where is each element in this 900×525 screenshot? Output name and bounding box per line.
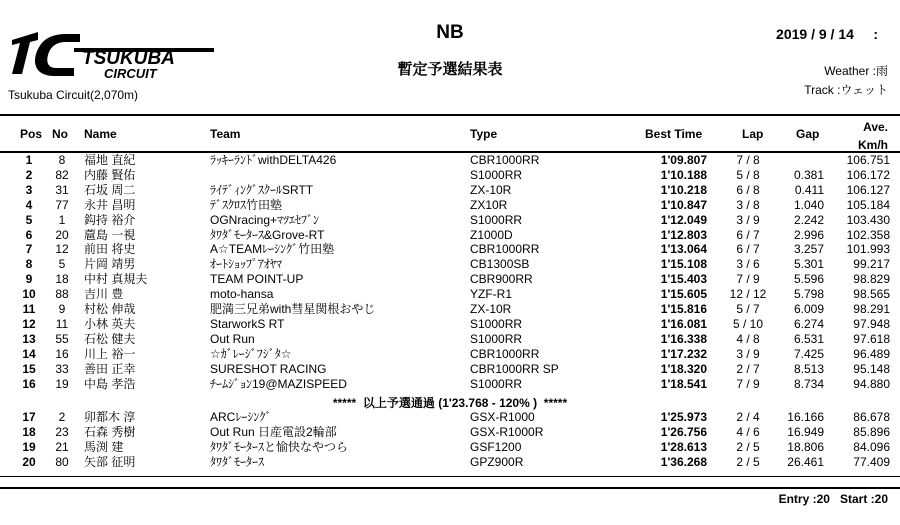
cell-type: ZX-10R [470,182,512,197]
cell-team: ﾗｯｷｰﾗﾝﾄﾞwithDELTA426 [210,153,337,167]
cell-pos: 14 [22,346,36,361]
col-header-no: No [52,127,68,141]
col-header-ave-line1: Ave. [863,120,888,134]
cell-best: 1'15.403 [660,272,707,287]
cell-team: Out Run [210,331,255,346]
cell-gap: 26.461 [787,455,824,469]
result-row [0,410,900,425]
cell-gap: 5.798 [793,287,824,302]
cell-best: 1'15.816 [660,302,707,316]
cell-best: 1'13.064 [660,242,707,257]
cell-ave: 84.096 [853,440,890,454]
svg-text:TSUKUBA: TSUKUBA [82,48,175,69]
cell-pos: 20 [22,455,36,469]
weather-label: Weather :雨 [824,64,888,78]
cell-no: 18 [55,272,69,287]
cell-best: 1'15.108 [660,257,707,272]
cell-name: 中島 孝浩 [84,376,136,391]
cell-team: Out Run 日産電設2輪部 [210,425,337,439]
cell-best: 1'18.320 [660,361,707,376]
cell-name: 中村 真規夫 [84,272,148,287]
cell-ave: 106.127 [846,182,890,197]
cell-ave: 95.148 [853,361,890,376]
col-header-name: Name [84,127,117,141]
cell-gap: 8.513 [793,361,824,376]
cell-name: 村松 伸哉 [84,302,136,316]
result-row [0,440,900,455]
footer-rule [0,487,900,489]
cell-pos: 18 [22,425,36,439]
cell-name: 石松 健夫 [84,331,136,346]
cell-type: CBR1000RR [470,153,540,167]
cell-lap: 2 / 7 [736,361,760,376]
cell-type: GPZ900R [470,455,524,469]
cell-team: StarworkS RT [210,316,285,331]
cell-lap: 5 / 8 [736,167,760,182]
cell-no: 19 [55,376,69,391]
cell-gap: 6.274 [793,316,824,331]
cell-type: GSX-R1000R [470,425,544,439]
cell-lap: 5 / 7 [736,302,760,316]
cell-pos: 13 [22,331,36,346]
cell-gap: 7.425 [793,346,824,361]
cell-name: 矢部 征明 [84,455,136,469]
cell-no: 11 [55,316,69,331]
cell-best: 1'28.613 [660,440,707,454]
cell-ave: 98.291 [853,302,890,316]
result-row [0,455,900,470]
cell-team: ﾗｲﾃﾞｨﾝｸﾞｽｸｰﾙSRTT [210,182,314,197]
table-bottom-rule [0,476,900,477]
cell-name: 小林 英夫 [84,316,136,331]
result-row [0,317,900,332]
cell-best: 1'10.218 [660,182,707,197]
svg-text:CIRCUIT: CIRCUIT [104,66,157,81]
cell-best: 1'12.803 [660,227,707,242]
cell-gap: 0.381 [793,167,824,182]
cell-no: 2 [58,410,66,424]
cell-ave: 96.489 [853,346,890,361]
cell-no: 9 [58,302,66,316]
cell-name: 卯都木 淳 [84,410,136,424]
cell-team: ☆ｶﾞﾚｰｼﾞﾌｼﾞﾀ☆ [210,346,292,361]
cell-best: 1'15.605 [660,287,707,302]
cell-ave: 94.880 [853,376,890,391]
cell-best: 1'10.847 [660,197,707,212]
cell-no: 5 [58,257,66,272]
entry-start-summary [779,492,888,506]
cell-team: ﾁｰﾑｼﾞｮﾝ19@MAZISPEED [210,376,347,391]
cell-lap: 3 / 8 [736,197,760,212]
cell-ave: 77.409 [853,455,890,469]
cell-gap: 16.949 [787,425,824,439]
cell-type: YZF-R1 [470,287,512,302]
venue-label: Tsukuba Circuit(2,070m) [8,88,139,102]
col-header-lap: Lap [742,127,764,141]
cell-name: 吉川 豊 [84,287,124,302]
result-row [0,362,900,377]
cell-pos: 12 [22,316,36,331]
cell-team: ﾃﾞｽｸﾛｽ竹田塾 [210,197,283,212]
cell-gap: 6.531 [793,331,824,346]
cell-name: 片岡 靖男 [84,257,136,272]
cell-pos: 3 [25,182,33,197]
cell-lap: 7 / 9 [736,272,760,287]
cell-lap: 3 / 9 [736,346,760,361]
cell-team: SURESHOT RACING [210,361,327,376]
cell-lap: 2 / 4 [736,410,760,424]
cell-pos: 1 [25,153,33,167]
cell-best: 1'17.232 [660,346,707,361]
cell-ave: 106.172 [846,167,890,182]
cell-pos: 19 [22,440,36,454]
cell-pos: 5 [25,212,33,227]
cell-no: 33 [55,361,69,376]
col-header-gap: Gap [796,127,820,141]
cell-no: 20 [55,227,69,242]
cell-ave: 99.217 [853,257,890,272]
cell-gap: 6.009 [793,302,824,316]
cell-team: ｵｰﾄｼｮｯﾌﾟｱｵﾔﾏ [210,257,283,272]
col-header-best-time: Best Time [645,127,703,141]
cell-ave: 103.430 [846,212,890,227]
cell-name: 鈎持 裕介 [84,212,136,227]
cell-name: 内藤 賢佑 [84,167,136,182]
cell-best: 1'10.188 [660,167,707,182]
cell-lap: 6 / 8 [736,182,760,197]
cell-type: ZX-10R [470,302,512,316]
cell-gap: 16.166 [787,410,824,424]
cell-type: S1000RR [470,212,523,227]
result-row [0,213,900,228]
cell-no: 80 [55,455,69,469]
cell-best: 1'16.338 [660,331,707,346]
result-row [0,242,900,257]
col-header-ave-line2: Km/h [858,138,888,152]
cell-ave: 97.948 [853,316,890,331]
cell-pos: 2 [25,167,33,182]
cell-no: 55 [55,331,69,346]
cell-lap: 3 / 9 [736,212,760,227]
cell-gap: 18.806 [787,440,824,454]
cell-ave: 85.896 [853,425,890,439]
cell-best: 1'18.541 [660,376,707,391]
cell-lap: 6 / 7 [736,227,760,242]
cell-name: 石坂 周二 [84,182,136,197]
entry-count: Entry :20 [778,492,830,506]
cell-pos: 10 [22,287,36,302]
cell-lap: 7 / 9 [736,376,760,391]
cell-team: A☆TEAMﾚｰｼﾝｸﾞ竹田塾 [210,242,335,257]
cell-type: S1000RR [470,331,523,346]
result-row [0,153,900,168]
cell-team: ARCﾚｰｼﾝｸﾞ [210,410,272,424]
cell-pos: 8 [25,257,33,272]
result-row [0,347,900,362]
cell-name: 石森 秀樹 [84,425,136,439]
cell-pos: 7 [25,242,33,257]
cell-type: CBR900RR [470,272,533,287]
cell-ave: 98.829 [853,272,890,287]
cell-lap: 12 / 12 [729,287,767,302]
cell-team: TEAM POINT-UP [210,272,304,287]
cell-best: 1'12.049 [660,212,707,227]
cell-name: 川上 裕一 [84,346,136,361]
cell-type: GSX-R1000 [470,410,535,424]
result-row [0,257,900,272]
cell-lap: 6 / 7 [736,242,760,257]
cell-no: 77 [55,197,69,212]
result-row [0,302,900,317]
cell-ave: 102.358 [846,227,890,242]
result-row [0,425,900,440]
table-top-rule [0,114,900,116]
cell-name: 蔰島 一視 [84,227,136,242]
start-count: Start :20 [839,492,888,506]
cell-name: 馬渕 建 [84,440,124,454]
cell-best: 1'25.973 [660,410,707,424]
cell-best: 1'26.756 [660,425,707,439]
cell-ave: 97.618 [853,331,890,346]
cell-gap: 2.242 [793,212,824,227]
cell-best: 1'09.807 [660,153,707,167]
cell-gap: 0.411 [794,182,824,197]
cell-pos: 9 [25,272,33,287]
result-row [0,183,900,198]
cell-team: ﾀﾜﾀﾞﾓｰﾀｰｽ [210,455,265,469]
cell-ave: 98.565 [853,287,890,302]
cell-lap: 4 / 6 [736,425,760,439]
col-header-team: Team [210,127,241,141]
cell-no: 1 [58,212,66,227]
cell-name: 福地 直紀 [84,153,136,167]
cell-gap: 5.301 [793,257,824,272]
cell-no: 82 [55,167,69,182]
document-title: 暫定予選結果表 [397,61,503,78]
cell-lap: 7 / 8 [736,153,760,167]
cell-team: ﾀﾜﾀﾞﾓｰﾀｰｽ&Grove-RT [210,227,325,242]
track-condition-label: Track :ウェット [804,83,888,97]
col-header-pos: Pos [20,127,43,141]
cell-gap: 1.040 [793,197,824,212]
result-row [0,287,900,302]
cell-pos: 4 [25,197,33,212]
cell-type: Z1000D [470,227,513,242]
cell-lap: 3 / 6 [736,257,760,272]
cell-team: 肥満三兄弟with彗星関根おやじ [210,302,376,316]
cell-no: 23 [55,425,69,439]
cell-type: CBR1000RR [470,242,540,257]
cell-type: CB1300SB [470,257,530,272]
cell-team: ﾀﾜﾀﾞﾓｰﾀｰｽと愉快なやつら [210,440,349,454]
cell-type: CBR1000RR [470,346,540,361]
cell-lap: 2 / 5 [736,455,760,469]
cell-type: S1000RR [470,376,523,391]
cell-name: 永井 昌明 [84,197,136,212]
col-header-ave-speed [858,118,888,154]
cell-type: CBR1000RR SP [470,361,559,376]
cell-team: OGNracing+ﾏﾂｴｾﾌﾞﾝ [210,212,320,227]
cell-no: 16 [55,346,69,361]
cell-best: 1'16.081 [660,316,707,331]
cell-gap: 2.996 [793,227,824,242]
result-row [0,198,900,213]
cell-pos: 11 [22,302,36,316]
cell-ave: 106.751 [846,153,890,167]
cell-no: 12 [55,242,69,257]
cell-no: 31 [55,182,69,197]
cell-gap: 3.257 [793,242,824,257]
cell-name: 善田 正幸 [84,361,136,376]
result-row [0,272,900,287]
cell-pos: 17 [22,410,36,424]
cell-pos: 6 [25,227,33,242]
cell-lap: 2 / 5 [736,440,760,454]
cell-no: 88 [55,287,69,302]
date-label: 2019 / 9 / 14 : [776,26,878,42]
class-title: NB [436,22,464,43]
result-row [0,228,900,243]
cell-gap: 5.596 [793,272,824,287]
cell-no: 8 [58,153,66,167]
cell-type: S1000RR [470,167,523,182]
cell-ave: 101.993 [846,242,890,257]
cell-gap: 8.734 [793,376,824,391]
cell-team: moto-hansa [210,287,274,302]
cell-ave: 86.678 [853,410,890,424]
col-header-type: Type [470,127,498,141]
cell-type: ZX10R [470,197,508,212]
cell-lap: 4 / 8 [736,331,760,346]
cell-lap: 5 / 10 [732,316,764,331]
result-row [0,168,900,183]
result-row [0,332,900,347]
result-row [0,377,900,392]
cell-name: 前田 将史 [84,242,136,257]
cell-ave: 105.184 [846,197,890,212]
cell-type: S1000RR [470,316,523,331]
cell-no: 21 [55,440,69,454]
qualifying-cutoff-line: ***** 以上予選通過 (1'23.768 - 120% ) ***** [332,396,568,410]
cell-type: GSF1200 [470,440,522,454]
cell-pos: 15 [22,361,36,376]
cell-best: 1'36.268 [660,455,707,469]
cell-pos: 16 [22,376,36,391]
